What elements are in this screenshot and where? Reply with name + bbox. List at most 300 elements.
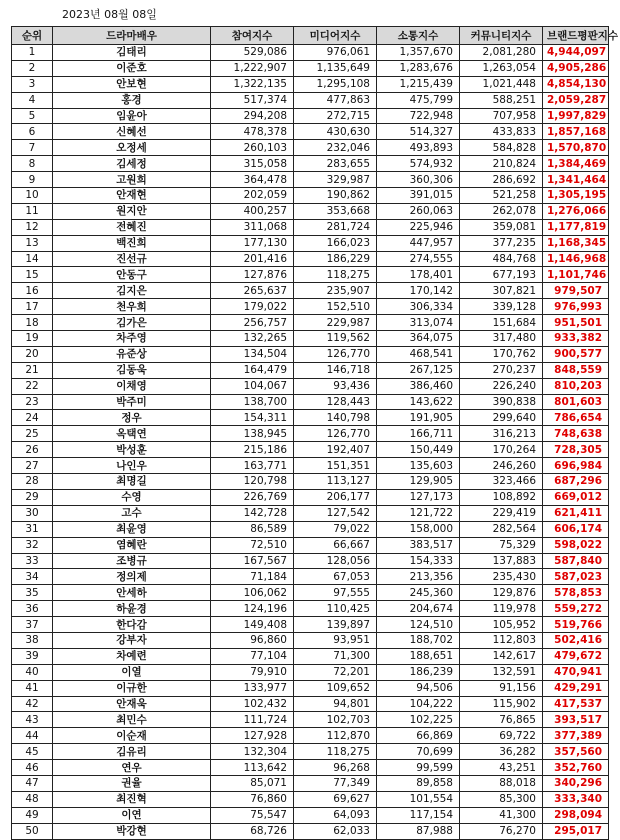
brand-index-cell: 479,672 xyxy=(543,648,609,664)
table-row xyxy=(12,156,609,172)
rank-cell: 34 xyxy=(12,569,53,585)
media-cell: 192,407 xyxy=(294,442,377,458)
community-cell: 91,156 xyxy=(460,680,543,696)
table-row xyxy=(12,791,609,807)
media-cell: 72,201 xyxy=(294,664,377,680)
media-cell: 67,053 xyxy=(294,569,377,585)
media-cell: 126,770 xyxy=(294,426,377,442)
table-row xyxy=(12,331,609,347)
table-header-row xyxy=(12,27,609,45)
community-cell: 282,564 xyxy=(460,521,543,537)
participation-cell: 132,265 xyxy=(211,331,294,347)
actor-name-cell: 수영 xyxy=(53,489,211,505)
community-cell: 588,251 xyxy=(460,92,543,108)
communication-cell: 127,173 xyxy=(377,489,460,505)
rank-cell: 9 xyxy=(12,172,53,188)
actor-name-cell: 전혜진 xyxy=(53,219,211,235)
actor-name-cell: 최윤영 xyxy=(53,521,211,537)
actor-name-cell: 강부자 xyxy=(53,632,211,648)
brand-index-cell: 417,537 xyxy=(543,696,609,712)
media-cell: 113,127 xyxy=(294,474,377,490)
rank-cell: 24 xyxy=(12,410,53,426)
table-row xyxy=(12,458,609,474)
rank-cell: 29 xyxy=(12,489,53,505)
media-cell: 152,510 xyxy=(294,299,377,315)
participation-cell: 149,408 xyxy=(211,617,294,633)
participation-cell: 177,130 xyxy=(211,235,294,251)
brand-index-cell: 748,638 xyxy=(543,426,609,442)
media-cell: 118,275 xyxy=(294,744,377,760)
media-cell: 166,023 xyxy=(294,235,377,251)
media-cell: 62,033 xyxy=(294,823,377,839)
communication-cell: 188,651 xyxy=(377,648,460,664)
brand-index-cell: 352,760 xyxy=(543,760,609,776)
rank-cell: 5 xyxy=(12,108,53,124)
actor-name-cell: 홍경 xyxy=(53,92,211,108)
actor-name-cell: 안보현 xyxy=(53,76,211,92)
actor-name-cell: 연우 xyxy=(53,760,211,776)
participation-cell: 76,860 xyxy=(211,791,294,807)
brand-index-cell: 559,272 xyxy=(543,601,609,617)
table-row xyxy=(12,489,609,505)
brand-index-cell: 393,517 xyxy=(543,712,609,728)
community-cell: 105,952 xyxy=(460,617,543,633)
rank-cell: 49 xyxy=(12,807,53,823)
community-cell: 137,883 xyxy=(460,553,543,569)
media-cell: 112,870 xyxy=(294,728,377,744)
communication-cell: 102,225 xyxy=(377,712,460,728)
table-row xyxy=(12,251,609,267)
participation-cell: 75,547 xyxy=(211,807,294,823)
communication-cell: 1,357,670 xyxy=(377,45,460,61)
participation-cell: 142,728 xyxy=(211,505,294,521)
media-cell: 110,425 xyxy=(294,601,377,617)
community-cell: 129,876 xyxy=(460,585,543,601)
actor-name-cell: 염혜란 xyxy=(53,537,211,553)
participation-cell: 86,589 xyxy=(211,521,294,537)
communication-cell: 267,125 xyxy=(377,362,460,378)
participation-cell: 96,860 xyxy=(211,632,294,648)
rank-cell: 19 xyxy=(12,331,53,347)
rank-cell: 10 xyxy=(12,188,53,204)
actor-name-cell: 진선규 xyxy=(53,251,211,267)
participation-cell: 77,104 xyxy=(211,648,294,664)
table-row xyxy=(12,744,609,760)
rank-cell: 43 xyxy=(12,712,53,728)
media-cell: 353,668 xyxy=(294,203,377,219)
media-cell: 206,177 xyxy=(294,489,377,505)
community-cell: 377,235 xyxy=(460,235,543,251)
communication-cell: 150,449 xyxy=(377,442,460,458)
rank-cell: 3 xyxy=(12,76,53,92)
participation-cell: 134,504 xyxy=(211,346,294,362)
participation-cell: 127,876 xyxy=(211,267,294,283)
table-row xyxy=(12,267,609,283)
communication-cell: 360,306 xyxy=(377,172,460,188)
table-row xyxy=(12,235,609,251)
communication-cell: 574,932 xyxy=(377,156,460,172)
brand-index-cell: 848,559 xyxy=(543,362,609,378)
media-cell: 93,436 xyxy=(294,378,377,394)
media-cell: 1,135,649 xyxy=(294,60,377,76)
brand-index-cell: 1,101,746 xyxy=(543,267,609,283)
participation-cell: 1,322,135 xyxy=(211,76,294,92)
communication-cell: 87,988 xyxy=(377,823,460,839)
actor-name-cell: 한다감 xyxy=(53,617,211,633)
participation-cell: 138,945 xyxy=(211,426,294,442)
communication-cell: 121,722 xyxy=(377,505,460,521)
table-row xyxy=(12,188,609,204)
media-cell: 71,300 xyxy=(294,648,377,664)
table-row xyxy=(12,124,609,140)
brand-index-cell: 621,411 xyxy=(543,505,609,521)
media-cell: 976,061 xyxy=(294,45,377,61)
table-row xyxy=(12,807,609,823)
participation-cell: 111,724 xyxy=(211,712,294,728)
rank-cell: 22 xyxy=(12,378,53,394)
media-cell: 97,555 xyxy=(294,585,377,601)
table-body xyxy=(12,45,609,840)
participation-cell: 133,977 xyxy=(211,680,294,696)
participation-cell: 106,062 xyxy=(211,585,294,601)
actor-name-cell: 최진혁 xyxy=(53,791,211,807)
actor-name-cell: 안재욱 xyxy=(53,696,211,712)
actor-name-cell: 최민수 xyxy=(53,712,211,728)
rank-cell: 20 xyxy=(12,346,53,362)
communication-cell: 260,063 xyxy=(377,203,460,219)
rank-cell: 26 xyxy=(12,442,53,458)
rank-cell: 16 xyxy=(12,283,53,299)
participation-cell: 113,642 xyxy=(211,760,294,776)
rank-cell: 44 xyxy=(12,728,53,744)
table-row xyxy=(12,346,609,362)
media-cell: 146,718 xyxy=(294,362,377,378)
table-row xyxy=(12,648,609,664)
participation-cell: 265,637 xyxy=(211,283,294,299)
table-row xyxy=(12,394,609,410)
communication-cell: 104,222 xyxy=(377,696,460,712)
participation-cell: 1,222,907 xyxy=(211,60,294,76)
community-cell: 115,902 xyxy=(460,696,543,712)
community-cell: 229,419 xyxy=(460,505,543,521)
community-cell: 76,865 xyxy=(460,712,543,728)
rank-cell: 47 xyxy=(12,775,53,791)
participation-cell: 201,416 xyxy=(211,251,294,267)
media-cell: 64,093 xyxy=(294,807,377,823)
table-row xyxy=(12,410,609,426)
brand-index-cell: 340,296 xyxy=(543,775,609,791)
actor-name-cell: 김동욱 xyxy=(53,362,211,378)
community-cell: 119,978 xyxy=(460,601,543,617)
participation-cell: 104,067 xyxy=(211,378,294,394)
participation-cell: 154,311 xyxy=(211,410,294,426)
community-cell: 2,081,280 xyxy=(460,45,543,61)
communication-cell: 99,599 xyxy=(377,760,460,776)
media-cell: 126,770 xyxy=(294,346,377,362)
communication-cell: 364,075 xyxy=(377,331,460,347)
column-header-communication: 소통지수 xyxy=(377,27,460,45)
table-row xyxy=(12,283,609,299)
rank-cell: 14 xyxy=(12,251,53,267)
media-cell: 232,046 xyxy=(294,140,377,156)
community-cell: 142,617 xyxy=(460,648,543,664)
community-cell: 69,722 xyxy=(460,728,543,744)
media-cell: 128,056 xyxy=(294,553,377,569)
media-cell: 93,951 xyxy=(294,632,377,648)
community-cell: 112,803 xyxy=(460,632,543,648)
rank-cell: 17 xyxy=(12,299,53,315)
communication-cell: 306,334 xyxy=(377,299,460,315)
communication-cell: 70,699 xyxy=(377,744,460,760)
media-cell: 329,987 xyxy=(294,172,377,188)
media-cell: 79,022 xyxy=(294,521,377,537)
column-header-brand-index: 브랜드평판지수 xyxy=(543,27,609,45)
brand-index-cell: 578,853 xyxy=(543,585,609,601)
rank-cell: 15 xyxy=(12,267,53,283)
table-row xyxy=(12,632,609,648)
communication-cell: 391,015 xyxy=(377,188,460,204)
community-cell: 85,300 xyxy=(460,791,543,807)
communication-cell: 101,554 xyxy=(377,791,460,807)
community-cell: 1,021,448 xyxy=(460,76,543,92)
communication-cell: 135,603 xyxy=(377,458,460,474)
community-cell: 484,768 xyxy=(460,251,543,267)
participation-cell: 478,378 xyxy=(211,124,294,140)
rank-cell: 11 xyxy=(12,203,53,219)
media-cell: 186,229 xyxy=(294,251,377,267)
community-cell: 76,270 xyxy=(460,823,543,839)
communication-cell: 386,460 xyxy=(377,378,460,394)
table-row xyxy=(12,108,609,124)
rank-cell: 48 xyxy=(12,791,53,807)
actor-name-cell: 하윤경 xyxy=(53,601,211,617)
communication-cell: 313,074 xyxy=(377,315,460,331)
table-row xyxy=(12,728,609,744)
participation-cell: 202,059 xyxy=(211,188,294,204)
brand-index-cell: 687,296 xyxy=(543,474,609,490)
table-row xyxy=(12,760,609,776)
media-cell: 477,863 xyxy=(294,92,377,108)
rank-cell: 13 xyxy=(12,235,53,251)
media-cell: 272,715 xyxy=(294,108,377,124)
media-cell: 96,268 xyxy=(294,760,377,776)
participation-cell: 315,058 xyxy=(211,156,294,172)
actor-name-cell: 김지은 xyxy=(53,283,211,299)
brand-index-cell: 1,177,819 xyxy=(543,219,609,235)
brand-index-cell: 470,941 xyxy=(543,664,609,680)
table-row xyxy=(12,601,609,617)
communication-cell: 154,333 xyxy=(377,553,460,569)
brand-index-cell: 669,012 xyxy=(543,489,609,505)
community-cell: 75,329 xyxy=(460,537,543,553)
column-header-community: 커뮤니티지수 xyxy=(460,27,543,45)
table-row xyxy=(12,712,609,728)
community-cell: 307,821 xyxy=(460,283,543,299)
rank-cell: 28 xyxy=(12,474,53,490)
media-cell: 283,655 xyxy=(294,156,377,172)
table-row xyxy=(12,569,609,585)
community-cell: 299,640 xyxy=(460,410,543,426)
communication-cell: 170,142 xyxy=(377,283,460,299)
actor-name-cell: 원지안 xyxy=(53,203,211,219)
communication-cell: 213,356 xyxy=(377,569,460,585)
communication-cell: 468,541 xyxy=(377,346,460,362)
participation-cell: 163,771 xyxy=(211,458,294,474)
brand-index-cell: 333,340 xyxy=(543,791,609,807)
media-cell: 235,907 xyxy=(294,283,377,299)
table-row xyxy=(12,775,609,791)
brand-index-cell: 976,993 xyxy=(543,299,609,315)
participation-cell: 72,510 xyxy=(211,537,294,553)
column-header-participation: 참여지수 xyxy=(211,27,294,45)
community-cell: 433,833 xyxy=(460,124,543,140)
actor-name-cell: 김가은 xyxy=(53,315,211,331)
actor-name-cell: 유준상 xyxy=(53,346,211,362)
community-cell: 226,240 xyxy=(460,378,543,394)
actor-name-cell: 최명길 xyxy=(53,474,211,490)
actor-name-cell: 조병규 xyxy=(53,553,211,569)
participation-cell: 364,478 xyxy=(211,172,294,188)
brand-index-cell: 2,059,287 xyxy=(543,92,609,108)
participation-cell: 311,068 xyxy=(211,219,294,235)
actor-name-cell: 차예련 xyxy=(53,648,211,664)
community-cell: 246,260 xyxy=(460,458,543,474)
community-cell: 317,480 xyxy=(460,331,543,347)
community-cell: 707,958 xyxy=(460,108,543,124)
actor-name-cell: 백진희 xyxy=(53,235,211,251)
actor-name-cell: 안동구 xyxy=(53,267,211,283)
rank-cell: 38 xyxy=(12,632,53,648)
actor-name-cell: 나인우 xyxy=(53,458,211,474)
communication-cell: 66,869 xyxy=(377,728,460,744)
rank-cell: 8 xyxy=(12,156,53,172)
community-cell: 323,466 xyxy=(460,474,543,490)
brand-index-cell: 502,416 xyxy=(543,632,609,648)
actor-name-cell: 이순재 xyxy=(53,728,211,744)
communication-cell: 274,555 xyxy=(377,251,460,267)
rank-cell: 36 xyxy=(12,601,53,617)
brand-reputation-table xyxy=(11,26,619,840)
community-cell: 316,213 xyxy=(460,426,543,442)
participation-cell: 85,071 xyxy=(211,775,294,791)
participation-cell: 215,186 xyxy=(211,442,294,458)
table-row xyxy=(12,823,609,839)
column-header-actor: 드라마배우 xyxy=(53,27,211,45)
rank-cell: 42 xyxy=(12,696,53,712)
community-cell: 170,762 xyxy=(460,346,543,362)
media-cell: 102,703 xyxy=(294,712,377,728)
rank-cell: 21 xyxy=(12,362,53,378)
table-row xyxy=(12,664,609,680)
media-cell: 69,627 xyxy=(294,791,377,807)
brand-index-cell: 295,017 xyxy=(543,823,609,839)
community-cell: 43,251 xyxy=(460,760,543,776)
rank-cell: 18 xyxy=(12,315,53,331)
actor-name-cell: 오정세 xyxy=(53,140,211,156)
brand-index-cell: 357,560 xyxy=(543,744,609,760)
brand-index-cell: 1,276,066 xyxy=(543,203,609,219)
media-cell: 77,349 xyxy=(294,775,377,791)
community-cell: 584,828 xyxy=(460,140,543,156)
table-row xyxy=(12,585,609,601)
brand-index-cell: 606,174 xyxy=(543,521,609,537)
rank-cell: 31 xyxy=(12,521,53,537)
community-cell: 210,824 xyxy=(460,156,543,172)
actor-name-cell: 안세하 xyxy=(53,585,211,601)
participation-cell: 294,208 xyxy=(211,108,294,124)
table-row xyxy=(12,203,609,219)
column-header-rank: 순위 xyxy=(12,27,53,45)
media-cell: 118,275 xyxy=(294,267,377,283)
table-row xyxy=(12,537,609,553)
table-row xyxy=(12,60,609,76)
actor-name-cell: 권율 xyxy=(53,775,211,791)
communication-cell: 383,517 xyxy=(377,537,460,553)
rank-cell: 27 xyxy=(12,458,53,474)
communication-cell: 447,957 xyxy=(377,235,460,251)
actor-name-cell: 옥택연 xyxy=(53,426,211,442)
participation-cell: 138,700 xyxy=(211,394,294,410)
brand-index-cell: 587,840 xyxy=(543,553,609,569)
brand-index-cell: 728,305 xyxy=(543,442,609,458)
rank-cell: 45 xyxy=(12,744,53,760)
rank-cell: 39 xyxy=(12,648,53,664)
actor-name-cell: 이열 xyxy=(53,664,211,680)
media-cell: 281,724 xyxy=(294,219,377,235)
table-row xyxy=(12,140,609,156)
media-cell: 1,295,108 xyxy=(294,76,377,92)
participation-cell: 529,086 xyxy=(211,45,294,61)
rank-cell: 2 xyxy=(12,60,53,76)
actor-name-cell: 정우 xyxy=(53,410,211,426)
actor-name-cell: 이채영 xyxy=(53,378,211,394)
brand-index-cell: 598,022 xyxy=(543,537,609,553)
table-row xyxy=(12,680,609,696)
table-row xyxy=(12,92,609,108)
community-cell: 235,430 xyxy=(460,569,543,585)
participation-cell: 179,022 xyxy=(211,299,294,315)
media-cell: 119,562 xyxy=(294,331,377,347)
participation-cell: 400,257 xyxy=(211,203,294,219)
community-cell: 677,193 xyxy=(460,267,543,283)
communication-cell: 117,154 xyxy=(377,807,460,823)
brand-index-cell: 1,997,829 xyxy=(543,108,609,124)
table-row xyxy=(12,76,609,92)
media-cell: 66,667 xyxy=(294,537,377,553)
community-cell: 151,684 xyxy=(460,315,543,331)
communication-cell: 124,510 xyxy=(377,617,460,633)
community-cell: 36,282 xyxy=(460,744,543,760)
community-cell: 521,258 xyxy=(460,188,543,204)
communication-cell: 89,858 xyxy=(377,775,460,791)
actor-name-cell: 신혜선 xyxy=(53,124,211,140)
rank-cell: 46 xyxy=(12,760,53,776)
participation-cell: 132,304 xyxy=(211,744,294,760)
participation-cell: 226,769 xyxy=(211,489,294,505)
community-cell: 339,128 xyxy=(460,299,543,315)
actor-name-cell: 김태리 xyxy=(53,45,211,61)
table-row xyxy=(12,696,609,712)
brand-index-cell: 519,766 xyxy=(543,617,609,633)
communication-cell: 1,215,439 xyxy=(377,76,460,92)
brand-index-cell: 1,341,464 xyxy=(543,172,609,188)
actor-name-cell: 이규한 xyxy=(53,680,211,696)
column-header-media: 미디어지수 xyxy=(294,27,377,45)
rank-cell: 50 xyxy=(12,823,53,839)
community-cell: 170,264 xyxy=(460,442,543,458)
community-cell: 41,300 xyxy=(460,807,543,823)
rank-cell: 12 xyxy=(12,219,53,235)
